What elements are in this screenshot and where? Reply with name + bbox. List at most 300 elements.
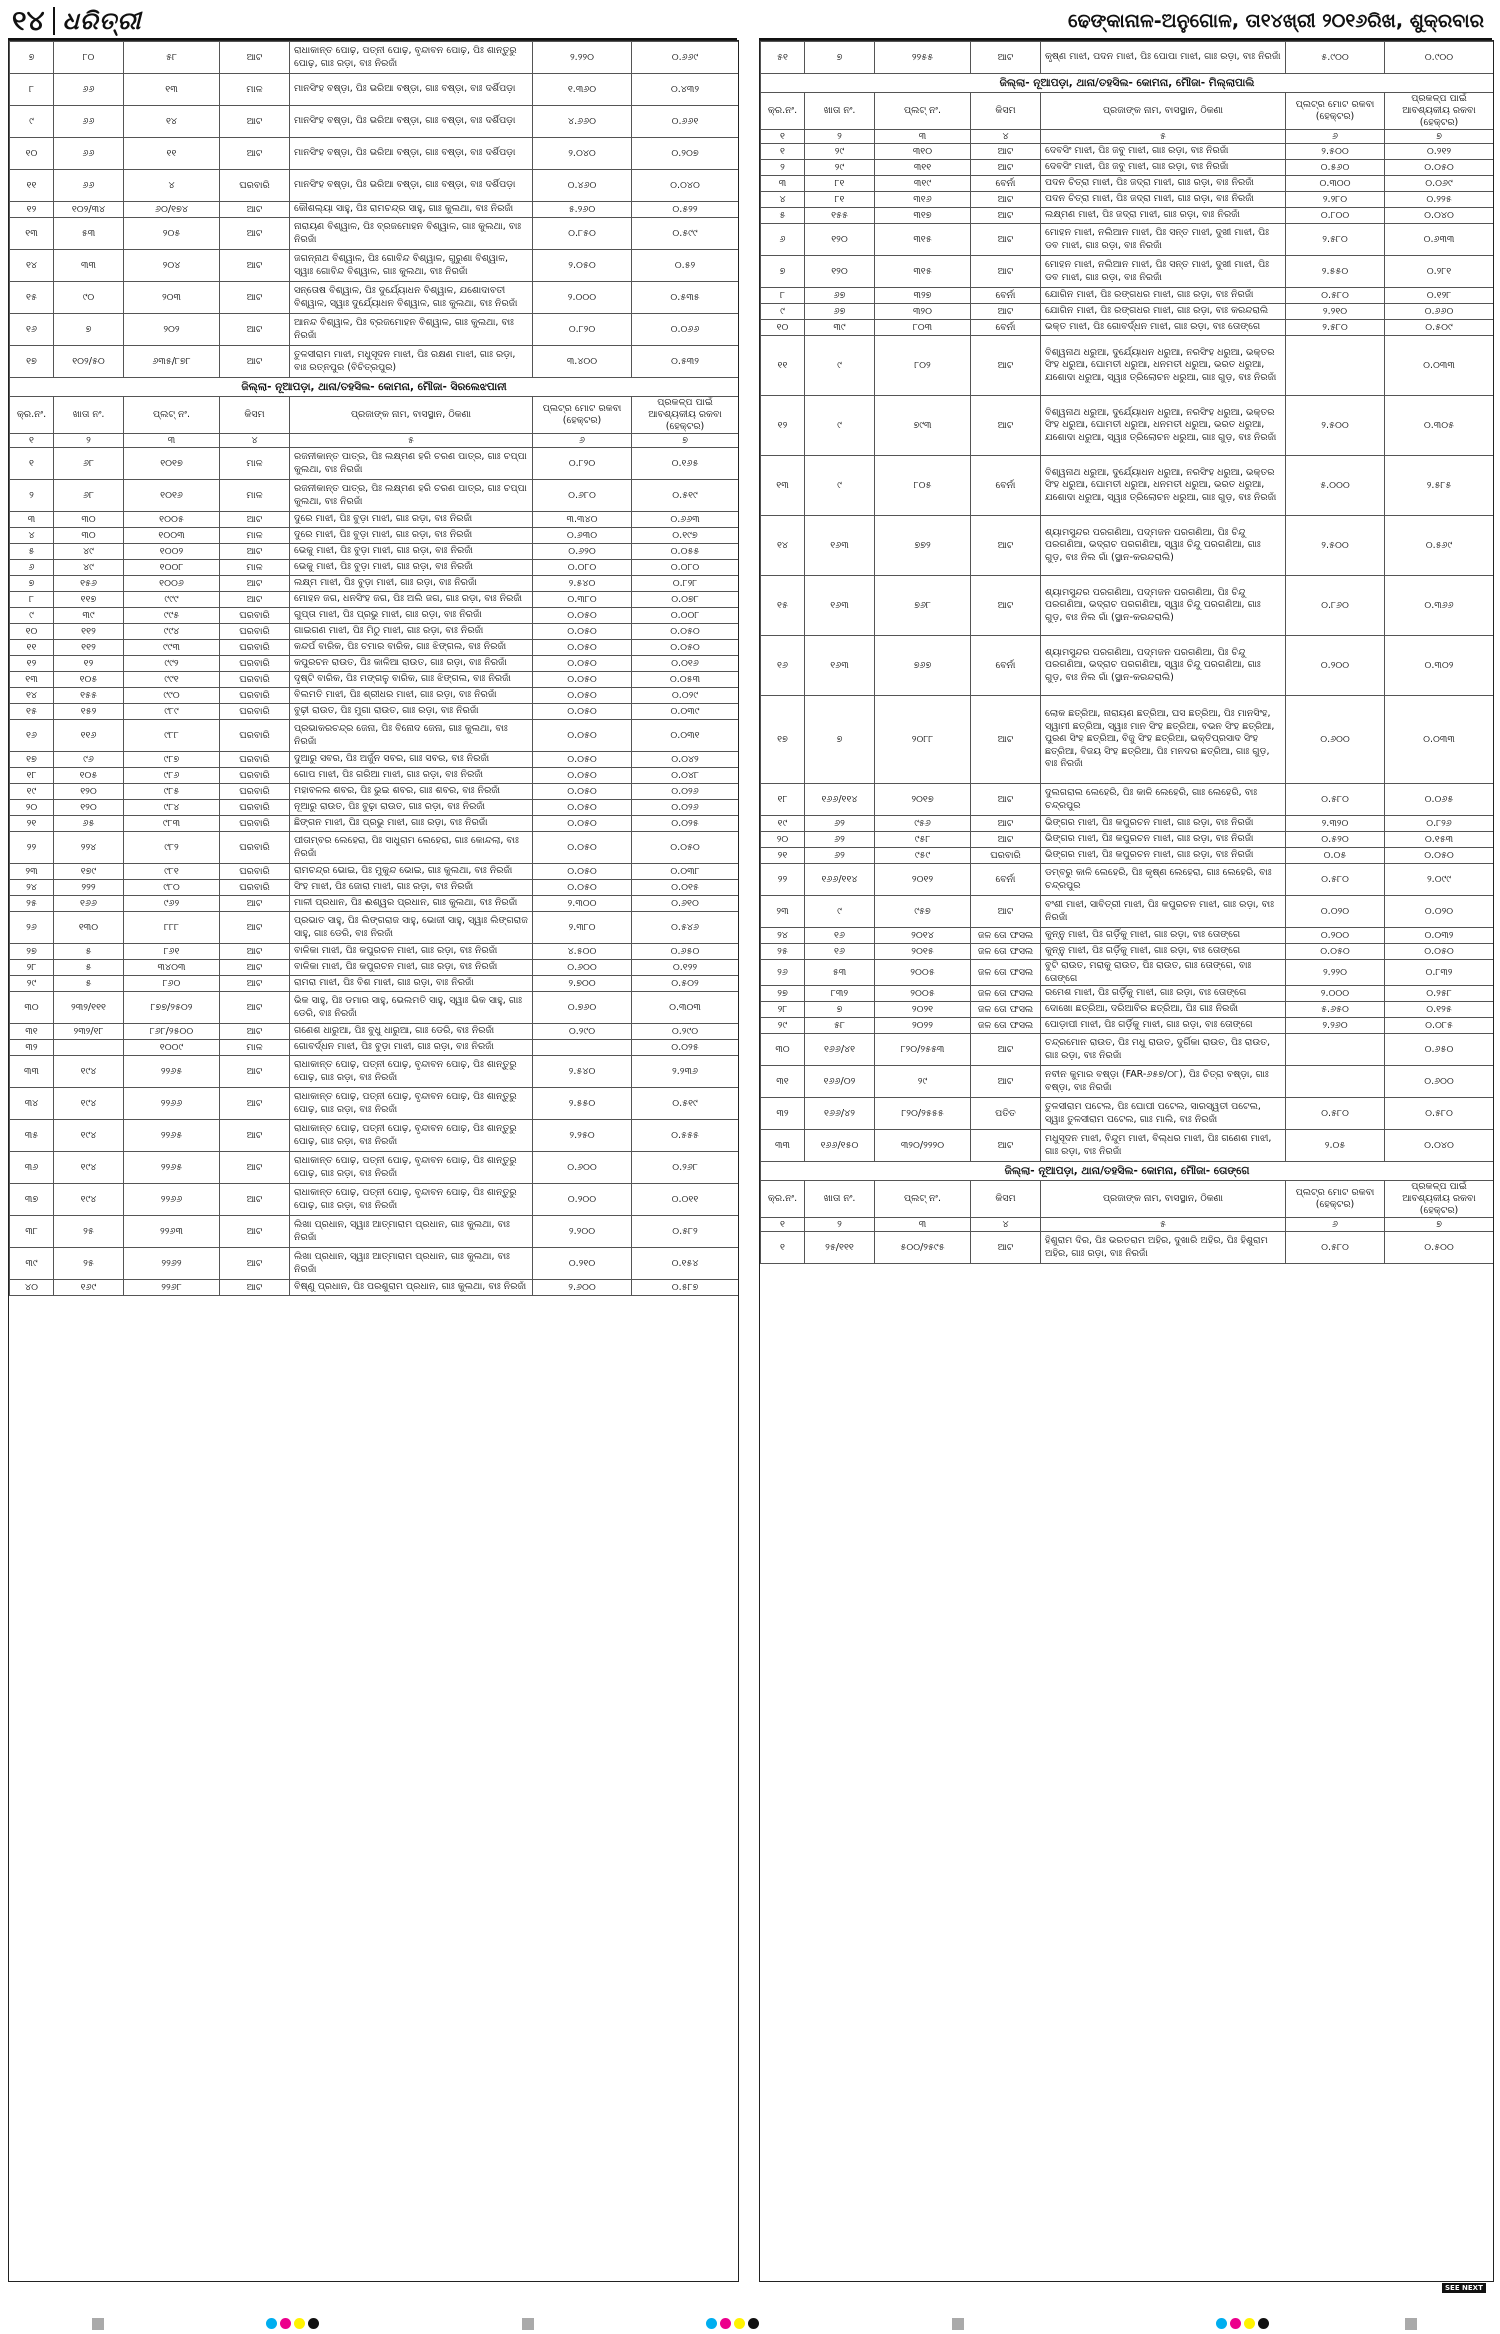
table-row [761, 42, 1494, 74]
serial-cell: ୨୯ [10, 976, 54, 992]
total-area-cell: ୦.୭୬୦ [533, 992, 632, 1024]
required-area-cell: ୦.୯୦୦ [1385, 42, 1494, 74]
plot-cell: ୧୦୦୬ [124, 576, 220, 592]
table-row [10, 448, 739, 480]
serial-cell: ୧୩ [761, 456, 805, 516]
kisam-cell: ପତିତ [971, 1098, 1041, 1130]
total-area-cell: ୦.୦୫୦ [533, 608, 632, 624]
owner-cell: ସିଂହ ମାଝୀ, ପିଃ ଜୋରା ମାଝୀ, ଗାଃ ରଡ଼ା, ବାଃ ନିରଜାଁ [290, 880, 533, 896]
plot-cell: ୩୨୭ [875, 288, 971, 304]
khata-cell [54, 1040, 124, 1056]
column-header: ପ୍ରଜାଙ୍କ ନାମ, ବାସସ୍ଥାନ, ଠିକଣା [1041, 1181, 1286, 1218]
total-area-cell: ୫.୯୦୦ [1286, 42, 1385, 74]
owner-cell: ଶ୍ୟାମସୁନ୍ଦର ପରଗଣିଆ, ପଦ୍ମଜନ ପରଗଣିଆ, ପିଃ ଚିନ୍ଦୁ ପରଗଣିଆ, ଭଦ୍ରାଚ ପରଗଣିଆ, ସ୍ୱାଃ ଚିନ୍ଦୁ ପରଗଣିଆ, ଗାଃ ଗୁଡ଼, ବାଃ ନିଲ ଗାଁ (ସ୍ଥାନ-କରନ୍ଦରାଲି) [1041, 576, 1286, 636]
kisam-cell: ଆଟ [220, 1088, 290, 1120]
total-area-cell: ୦.୦୫୦ [533, 800, 632, 816]
plot-cell: ୯୮୧ [124, 864, 220, 880]
total-area-cell: ୦.୨୦୦ [1286, 928, 1385, 944]
serial-cell: ୨୪ [761, 928, 805, 944]
table-row [10, 1248, 739, 1280]
table-row [761, 960, 1494, 986]
required-area-cell: ୦.୫୮୭ [632, 1280, 739, 1296]
total-area-cell: ୪.୬୬୦ [533, 106, 632, 138]
total-area-cell: ୦.୦୫୦ [533, 624, 632, 640]
total-area-cell [1286, 1066, 1385, 1098]
total-area-cell: ୦.୦୫୦ [533, 864, 632, 880]
kisam-cell: ଆଟ [220, 250, 290, 282]
total-area-cell: ୦.୦୫୦ [533, 752, 632, 768]
required-area-cell: ୦.୩୦୩ [632, 992, 739, 1024]
plot-cell: ୯୯୦ [124, 688, 220, 704]
table-row [10, 800, 739, 816]
serial-cell: ୫ [761, 208, 805, 224]
plot-cell: ୯୮୯ [124, 704, 220, 720]
required-area-cell: ୦.୫୦୦ [1385, 1232, 1494, 1264]
plot-cell: ୯୯୪ [124, 624, 220, 640]
owner-cell: ଦୁଲଗରାଲ ଲେହେରି, ପିଃ କାଳି ଲେହେରି, ଗାଃ ଲେହେରି, ବାଃ ଚନ୍ଦ୍ରପୁର [1041, 784, 1286, 816]
required-area-cell: ୦.୦୫୦ [1385, 944, 1494, 960]
owner-cell: ରାଧାକାନ୍ତ ପୋଢ଼, ପତ୍ନୀ ପୋଢ଼, ବୃନ୍ଦାବନ ପୋଢ଼, ପିଃ ଶାନ୍ତୁରୁ ପୋଢ଼, ଗାଃ ରଡ଼ା, ବାଃ ନିରଜାଁ [290, 42, 533, 74]
table-row [761, 288, 1494, 304]
plot-cell: ୧୦୦୫ [124, 512, 220, 528]
required-area-cell: ୦.୫୨ [632, 250, 739, 282]
serial-cell: ୧୦ [10, 624, 54, 640]
required-area-cell: ୦.୦୬୬ [632, 314, 739, 346]
required-area-cell: ୦.୦୭୮ [632, 592, 739, 608]
table-row [10, 976, 739, 992]
total-area-cell: ୦.୨୧୦ [533, 1248, 632, 1280]
owner-cell: ପଦନ ଚିତ୍ରା ମାଝୀ, ପିଃ ଜଦ୍ରା ମାଝୀ, ଗାଃ ରଡ଼ା, ବାଃ ନିରଜାଁ [1041, 192, 1286, 208]
required-area-cell: ୦.୦୧୧ [632, 1184, 739, 1216]
kisam-cell: ଆଟ [220, 976, 290, 992]
right-table [760, 41, 1494, 1264]
serial-cell: ୮ [10, 74, 54, 106]
serial-cell: ୧୪ [761, 516, 805, 576]
required-area-cell: ୦.୬୬୦ [1385, 304, 1494, 320]
owner-cell: ଭିଙ୍ଗର ମାଝୀ, ପିଃ କପୁରଚନ ମାଝୀ, ଗାଃ ରଡ଼ା, ବାଃ ନିରଜାଁ [1041, 816, 1286, 832]
kisam-cell: ଆଟ [220, 202, 290, 218]
total-area-cell: ୨.୨୦୦ [533, 1216, 632, 1248]
kisam-cell: ଆଟ [220, 42, 290, 74]
khata-cell: ୫୮ [805, 1018, 875, 1034]
plot-cell: ୧୦୦୨ [124, 544, 220, 560]
plot-cell: ୧୦୦୯ [124, 1040, 220, 1056]
kisam-cell: ଘରବାରି [220, 688, 290, 704]
plot-cell: ୮୭୭/୨୫୦୨ [124, 992, 220, 1024]
kisam-cell: ଆଟ [971, 1232, 1041, 1264]
serial-cell: ୧୫ [10, 704, 54, 720]
required-area-cell: ୦.୨୨୫ [1385, 192, 1494, 208]
left-column [8, 40, 739, 2282]
color-registration-marks [706, 2318, 759, 2329]
kisam-cell: ଆଟ [220, 1056, 290, 1088]
kisam-cell: ଜଳ ତୋ ଫସଲ [971, 986, 1041, 1002]
owner-cell: ଯୋଗିନ ମାଝୀ, ପିଃ ରଙ୍ଗଧର ମାଝୀ, ଗାଃ ରଡ଼ା, ବାଃ କରନ୍ଦରାଲି [1041, 304, 1286, 320]
plot-cell: ୮୬୮/୨୫୦୦ [124, 1024, 220, 1040]
table-row [10, 816, 739, 832]
kisam-cell: ଘରବାରି [220, 672, 290, 688]
kisam-cell: ଘରବାରି [220, 832, 290, 864]
table-row [761, 832, 1494, 848]
total-area-cell: ୦.୬୩୦ [533, 528, 632, 544]
owner-cell: ପ୍ରଭାକରଚନ୍ଦ୍ର ଜେନା, ପିଃ ବିନୋଦ ଜେନା, ଗାଃ କୁଲଥା, ବାଃ ନିରଜାଁ [290, 720, 533, 752]
required-area-cell: ୦.୦୨୯ [632, 688, 739, 704]
khata-cell: ୬୬ [54, 170, 124, 202]
total-area-cell: ୦.୬୮୦ [533, 480, 632, 512]
total-area-cell: ୦.୨୦୦ [1286, 636, 1385, 696]
serial-cell: ୧୫ [761, 576, 805, 636]
serial-cell: ୧୨ [10, 202, 54, 218]
column-index: ୬ [1286, 1218, 1385, 1232]
table-row [10, 1024, 739, 1040]
khata-cell: ୧୦୫ [54, 672, 124, 688]
required-area-cell: ୦.୦୧୫ [632, 880, 739, 896]
khata-cell: ୧୬୬/୧୧୪ [805, 784, 875, 816]
table-row [761, 208, 1494, 224]
plot-cell: ୯୮୫ [124, 784, 220, 800]
column-header: କିସମ [971, 93, 1041, 130]
column-index: ୩ [875, 130, 971, 144]
serial-cell: ୨୦ [10, 800, 54, 816]
khata-cell: ୬୨ [805, 816, 875, 832]
edition-date: ଢେଙ୍କାନାଳ-ଅନୁଗୋଳ, ତା୧୪ଖ୍ରୀ ୨୦୧୬ରିଖ, ଶୁକ୍ରବାର [1067, 10, 1484, 32]
table-row [761, 160, 1494, 176]
serial-cell: ୩୧ [761, 1066, 805, 1098]
serial-cell: ୧୮ [10, 768, 54, 784]
table-row [761, 1098, 1494, 1130]
serial-cell: ୨ [10, 480, 54, 512]
required-area-cell: ୦.୦୪୮ [632, 768, 739, 784]
required-area-cell: ୦.୫୨୨ [632, 202, 739, 218]
serial-cell: ୩୨ [10, 1040, 54, 1056]
owner-cell: ଗୋପ ମାଝୀ, ପିଃ ଗରିଆ ମାଝୀ, ଗାଃ ରଡ଼ା, ବାଃ ନିରଜାଁ [290, 768, 533, 784]
total-area-cell: ୦.୬୦୦ [1286, 696, 1385, 784]
total-area-cell: ୨.୨୬୦ [1286, 1018, 1385, 1034]
plot-cell: ୩୧୬ [875, 192, 971, 208]
total-area-cell: ୦.୦୨୦ [1286, 896, 1385, 928]
owner-cell: ଶ୍ୟାମସୁନ୍ଦର ପରଗଣିଆ, ପଦ୍ମଜନ ପରଗଣିଆ, ପିଃ ଚିନ୍ଦୁ ପରଗଣିଆ, ଭଦ୍ରାଚ ପରଗଣିଆ, ସ୍ୱାଃ ଚିନ୍ଦୁ ପରଗଣିଆ, ଗାଃ ଗୁଡ଼, ବାଃ ନିଲ ଗାଁ (ସ୍ଥାନ-କରନ୍ଦରାଲି) [1041, 636, 1286, 696]
khata-cell: ୧୫୫ [805, 208, 875, 224]
required-area-cell: ୦.୦୫୩ [632, 672, 739, 688]
owner-cell: କୁନ୍ନୁ ମାଝୀ, ପିଃ ଗର୍ଡ଼ିକୁ ମାଝୀ, ଗାଃ ରଡ଼ା, ବାଃ ତୋଙ୍ଗେ [1041, 928, 1286, 944]
table-row [10, 1280, 739, 1296]
serial-cell: ୧୩ [10, 218, 54, 250]
kisam-cell: ଆଟ [220, 912, 290, 944]
khata-cell: ୧୬୬/୦୨ [805, 1066, 875, 1098]
khata-cell: ୨୫ [54, 1248, 124, 1280]
owner-cell: ଭିକ ସାହୁ, ପିଃ ଡମାର ସାହୁ, ଭେଲମତି ସାହୁ, ସ୍ୱାଃ ଭିକ ସାହୁ, ଗାଃ ଡେରି, ବାଃ ନିରଜାଁ [290, 992, 533, 1024]
table-row [761, 928, 1494, 944]
plot-cell: ୭୬୭ [875, 636, 971, 696]
owner-cell: ମୋହନ ଜଗ, ଧନସିଂହ ଜଗ, ପିଃ ଅଲି ଜଗ, ଗାଃ ରଡ଼ା, ବାଃ ନିରଜାଁ [290, 592, 533, 608]
khata-cell: ୭ [805, 1002, 875, 1018]
khata-cell: ୧୩୦ [54, 912, 124, 944]
newspaper-logo: ଧରିତ୍ରୀ [62, 7, 142, 35]
required-area-cell: ୦.୫୮୦ [1385, 1098, 1494, 1130]
required-area-cell: ୦.୧୨୫ [1385, 1002, 1494, 1018]
kisam-cell: ଆଟ [971, 696, 1041, 784]
table-row [10, 624, 739, 640]
kisam-cell: ଆଟ [971, 224, 1041, 256]
total-area-cell: ୦.୮୦୦ [1286, 208, 1385, 224]
kisam-cell: ଆଟ [971, 1066, 1041, 1098]
owner-cell: ଆନନ୍ଦ ବିଶ୍ୱାଳ, ପିଃ ବ୍ରଜମୋହନ ବିଶ୍ୱାଳ, ଗାଃ କୁଲଥା, ବାଃ ନିରଜାଁ [290, 314, 533, 346]
khata-cell: ୧୨୦ [805, 224, 875, 256]
plot-cell: ୯୯୧ [124, 672, 220, 688]
total-area-cell: ୦.୦୫୦ [533, 768, 632, 784]
owner-cell: ମୋହନ ମାଝୀ, ନଲିଆନ ମାଝୀ, ପିଃ ସନ୍ତ ମାଝୀ, ଦୁଖୀ ମାଝୀ, ପିଃ ଡବ ମାଝୀ, ଗାଃ ରଡ଼ା, ବାଃ ନିରଜାଁ [1041, 224, 1286, 256]
column-index: ୧ [761, 130, 805, 144]
total-area-cell: ୦.୮୨୦ [533, 314, 632, 346]
table-row [10, 1152, 739, 1184]
plot-cell: ୯୫୮ [875, 832, 971, 848]
total-area-cell: ୦.୮୬୦ [1286, 576, 1385, 636]
kisam-cell: ଆଟ [971, 832, 1041, 848]
plot-cell: ୯୮୮ [124, 720, 220, 752]
total-area-cell [533, 1040, 632, 1056]
required-area-cell: ୦.୫୫୫ [632, 1120, 739, 1152]
kisam-cell: ଆଟ [971, 256, 1041, 288]
required-area-cell: ୦.୦୨୦ [1385, 896, 1494, 928]
required-area-cell: ୦.୬୬୩ [632, 512, 739, 528]
khata-cell: ୮୦ [54, 42, 124, 74]
serial-cell: ୧୪ [10, 250, 54, 282]
section-title-row [761, 1162, 1494, 1181]
required-area-cell: ୦.୬୧୦ [632, 896, 739, 912]
khata-cell: ୧୨୦ [54, 800, 124, 816]
column-index-row [10, 434, 739, 448]
required-area-cell: ୦.୪୩୨ [632, 74, 739, 106]
khata-cell: ୬୭ [805, 288, 875, 304]
owner-cell: ଭେକୁ ମାଝୀ, ପିଃ ବୁଡ଼ା ମାଝୀ, ଗାଃ ରଡ଼ା, ବାଃ ନିରଜାଁ [290, 544, 533, 560]
kisam-cell: ବେର୍ନା [971, 288, 1041, 304]
owner-cell: ତୁଳସୀରାମ ମାଝୀ, ମଧୁସୂଦନ ମାଝୀ, ପିଃ ରକ୍ଷଣ ମାଝୀ, ଗାଃ ରଡ଼ା, ବାଃ ରତ୍ନପୁର (ବିଚିତ୍ରପୁର) [290, 346, 533, 378]
khata-cell: ୧୬୬/୧୫୦ [805, 1130, 875, 1162]
table-row [10, 960, 739, 976]
kisam-cell: ଆଟ [971, 784, 1041, 816]
plot-cell: ୨୨୬୩ [124, 1216, 220, 1248]
khata-cell: ୯ [805, 336, 875, 396]
plot-cell: ୨୦୫ [124, 218, 220, 250]
owner-cell: ରାଧାକାନ୍ତ ପୋଢ଼, ପତ୍ନୀ ପୋଢ଼, ବୃନ୍ଦାବନ ପୋଢ଼, ପିଃ ଶାନ୍ତୁରୁ ପୋଢ଼, ଗାଃ ରଡ଼ା, ବାଃ ନିରଜାଁ [290, 1152, 533, 1184]
khata-cell: ୧୨୦ [54, 784, 124, 800]
kisam-cell: ଆଟ [220, 314, 290, 346]
owner-cell: ଦୋଖୋ ଛତ୍ରିଆ, ଦରିଆବିର ଛତ୍ରିଆ, ପିଃ ଗାଃ ନିରଜାଁ [1041, 1002, 1286, 1018]
section-title: ଜିଲ୍ଲା- ନୂଆପଡ଼ା, ଥାନା/ତହସିଲ- କୋମନା, ମୌଜା- ମିଲ୍ଲାପାଲି [761, 74, 1494, 93]
serial-cell: ୧୧ [761, 336, 805, 396]
kisam-cell: ଘରବାରି [220, 704, 290, 720]
plot-cell: ୨୦୧୭ [875, 784, 971, 816]
serial-cell: ୧୮ [761, 784, 805, 816]
kisam-cell: ମାଳ [220, 480, 290, 512]
plot-cell: ୩୧୫ [875, 256, 971, 288]
table-row [10, 944, 739, 960]
total-area-cell: ୦.୦୫ [1286, 848, 1385, 864]
serial-cell: ୬ [10, 560, 54, 576]
khata-cell: ୬୬ [54, 74, 124, 106]
table-row [761, 144, 1494, 160]
table-row [761, 576, 1494, 636]
total-area-cell: ୦.୫୮୦ [1286, 1232, 1385, 1264]
owner-cell: ଗଣେଶ ଧାରୁଆ, ପିଃ ବୁଧୁ ଧାରୁଆ, ଗାଃ ଡେରି, ବାଃ ନିରଜାଁ [290, 1024, 533, 1040]
khata-cell: ୧୯୪ [54, 1056, 124, 1088]
owner-cell: ହିଶୁରାମ ଦିର, ପିଃ ଭରତରାମ ଅହିର, ଦୁଖାରି ଅହିର, ପିଃ ହିଶୁରାମ ଅହିର, ଗାଃ ରଡ଼ା, ବାଃ ନିରଜାଁ [1041, 1232, 1286, 1264]
table-row [10, 1184, 739, 1216]
owner-cell: ମୋହନ ମାଝୀ, ନଲିଆନ ମାଝୀ, ପିଃ ସନ୍ତ ମାଝୀ, ଦୁଖୀ ମାଝୀ, ପିଃ ଡବ ମାଝୀ, ଗାଃ ରଡ଼ା, ବାଃ ନିରଜାଁ [1041, 256, 1286, 288]
total-area-cell: ୦.୬୦୦ [533, 960, 632, 976]
khata-cell: ୩୦ [54, 528, 124, 544]
serial-cell: ୧ [761, 1232, 805, 1264]
table-row [761, 456, 1494, 516]
owner-cell: ଗାଇଗଣ ମାଝୀ, ପିଃ ମିଠୁ ମାଝୀ, ଗାଃ ରଡ଼ା, ବାଃ ନିରଜାଁ [290, 624, 533, 640]
khata-cell: ୭ [54, 314, 124, 346]
owner-cell: ପ୍ରଭାତ ସାହୁ, ପିଃ ଲିଙ୍ଗରାଜ ସାହୁ, ଭୋଜୀ ସାହୁ, ସ୍ୱାଃ ଲିଙ୍ଗରାଜ ସାହୁ, ଗାଃ ଡେରି, ବାଃ ନିରଜାଁ [290, 912, 533, 944]
table-row [10, 202, 739, 218]
table-row [10, 512, 739, 528]
khata-cell: ୧୧୨ [54, 640, 124, 656]
owner-cell: ବିଷ୍ଣୁ ପ୍ରଧାନ, ପିଃ ପରଶୁରାମ ପ୍ରଧାନ, ଗାଃ କୁଲଥା, ବାଃ ନିରଜାଁ [290, 1280, 533, 1296]
khata-cell: ୬୨ [805, 832, 875, 848]
total-area-cell: ୨.୨୧୦ [1286, 304, 1385, 320]
table-row [761, 986, 1494, 1002]
serial-cell: ୩ [761, 176, 805, 192]
serial-cell: ୯ [10, 106, 54, 138]
column-index: ୨ [805, 1218, 875, 1232]
khata-cell: ୩୯ [805, 320, 875, 336]
serial-cell: ୩ [10, 512, 54, 528]
kisam-cell: ଆଟ [220, 346, 290, 378]
serial-cell: ୨୩ [10, 864, 54, 880]
kisam-cell: ଘରବାରି [220, 624, 290, 640]
column-index: ୧ [761, 1218, 805, 1232]
khata-cell: ୧୫୨ [54, 704, 124, 720]
serial-cell: ୬ [761, 224, 805, 256]
total-area-cell [1286, 336, 1385, 396]
owner-cell: ଦୁରେ ମାଝୀ, ପିଃ ବୁଡ଼ା ମାଝୀ, ଗାଃ ରଡ଼ା, ବାଃ ନିରଜାଁ [290, 512, 533, 528]
section-title-row [10, 378, 739, 397]
serial-cell: ୮ [10, 592, 54, 608]
plot-cell: ୨୦୧୫ [875, 944, 971, 960]
total-area-cell: ୦.୦୫୦ [533, 688, 632, 704]
registration-block [522, 2318, 534, 2330]
kisam-cell: ଘରବାରି [220, 800, 290, 816]
owner-cell: ଛିଙ୍ଗନ ମାଝୀ, ପିଃ ପ୍ରଭୁ ମାଝୀ, ଗାଃ ରଡ଼ା, ବାଃ ନିରଜାଁ [290, 816, 533, 832]
kisam-cell: ଆଟ [220, 960, 290, 976]
khata-cell: ୫ [54, 944, 124, 960]
owner-cell: ବିଲମତି ମାଝୀ, ପିଃ ଶ୍ରୀଧର ମାଝୀ, ଗାଃ ରଡ଼ା, ବାଃ ନିରଜାଁ [290, 688, 533, 704]
kisam-cell: ଆଟ [971, 576, 1041, 636]
total-area-cell: ୨.୫୪୦ [533, 1056, 632, 1088]
owner-cell: ଭେକୁ ମାଝୀ, ପିଃ ବୁଡ଼ା ମାଝୀ, ଗାଃ ରଡ଼ା, ବାଃ ନିରଜାଁ [290, 560, 533, 576]
required-area-cell: ୦.୦୪୦ [1385, 208, 1494, 224]
plot-cell: ୯୬୨ [124, 896, 220, 912]
table-row [10, 106, 739, 138]
table-row [10, 218, 739, 250]
required-area-cell: ୦.୫୬୯ [1385, 516, 1494, 576]
required-area-cell: ୦.୦୮୦ [632, 560, 739, 576]
column-header: କ୍ର.ନଂ. [761, 93, 805, 130]
total-area-cell: ୨.୦୦୦ [533, 282, 632, 314]
plot-cell: ୯୮୪ [124, 800, 220, 816]
table-row [10, 880, 739, 896]
table-row [761, 864, 1494, 896]
table-row [761, 1066, 1494, 1098]
total-area-cell: ୨.୩୦୦ [533, 896, 632, 912]
plot-cell: ୯୮୨ [124, 832, 220, 864]
column-header: ପ୍ରଜାଙ୍କ ନାମ, ବାସସ୍ଥାନ, ଠିକଣା [290, 397, 533, 434]
kisam-cell: ଆଟ [971, 1130, 1041, 1162]
plot-cell: ୧୦୦୩ [124, 528, 220, 544]
khata-cell: ୧୬୩ [805, 636, 875, 696]
kisam-cell: ଆଟ [971, 208, 1041, 224]
khata-cell: ୧୬୩ [805, 576, 875, 636]
required-area-cell: ୦.୧୬୫ [632, 448, 739, 480]
owner-cell: ଲକ୍ଷ୍ମଣ ମାଝୀ, ପିଃ ଜଦ୍ରା ମାଝୀ, ଗାଃ ରଡ଼ା, ବାଃ ନିରଜାଁ [1041, 208, 1286, 224]
plot-cell: ୨୨୬୫ [124, 1120, 220, 1152]
total-area-cell: ୨.୫୪୦ [533, 576, 632, 592]
column-index-row [761, 130, 1494, 144]
plot-cell: ୨୨୬୨ [124, 1248, 220, 1280]
owner-cell: ମହାବଳଲ ଶବର, ପିଃ ଭୁଇ ଶବର, ଗାଃ ଶବର, ବାଃ ନିରଜାଁ [290, 784, 533, 800]
khata-cell: ୩୦ [54, 512, 124, 528]
khata-cell: ୫୩ [805, 960, 875, 986]
table-row [761, 848, 1494, 864]
required-area-cell: ୦.୫୩୫ [632, 282, 739, 314]
kisam-cell: ଆଟ [971, 896, 1041, 928]
owner-cell: ରମେଶ ମାଝୀ, ପିଃ ଗର୍ଡ଼ିକୁ ମାଝୀ, ଗାଃ ରଡ଼ା, ବାଃ ତୋଙ୍ଗେ [1041, 986, 1286, 1002]
serial-cell: ୧୭ [10, 346, 54, 378]
table-row [10, 528, 739, 544]
kisam-cell: ଘରବାରି [220, 170, 290, 202]
plot-cell: ୯୮୦ [124, 880, 220, 896]
kisam-cell: ଜଳ ତୋ ଫସଲ [971, 960, 1041, 986]
kisam-cell: ମାଳ [220, 528, 290, 544]
required-area-cell: ୦.୦୫୦ [1385, 848, 1494, 864]
plot-cell: ୧୦୧୬ [124, 480, 220, 512]
table-row [10, 346, 739, 378]
total-area-cell: ୫.୨୬୦ [533, 202, 632, 218]
total-area-cell: ୦.୦୫୦ [1286, 944, 1385, 960]
owner-cell: ରାଧାକାନ୍ତ ପୋଢ଼, ପତ୍ନୀ ପୋଢ଼, ବୃନ୍ଦାବନ ପୋଢ଼, ପିଃ ଶାନ୍ତୁରୁ ପୋଢ଼, ଗାଃ ରଡ଼ା, ବାଃ ନିରଜାଁ [290, 1120, 533, 1152]
serial-cell: ୨୩ [761, 896, 805, 928]
column-header: କିସମ [971, 1181, 1041, 1218]
owner-cell: କୃଷ୍ଣ ମାଝୀ, ପଦନ ମାଝୀ, ପିଃ ପୋପା ମାଝୀ, ଗାଃ ରଡ଼ା, ବାଃ ନିରଜାଁ [1041, 42, 1286, 74]
plot-cell: ୨୨୬୫ [124, 1056, 220, 1088]
owner-cell: ରାଧାକାନ୍ତ ପୋଢ଼, ପତ୍ନୀ ପୋଢ଼, ବୃନ୍ଦାବନ ପୋଢ଼, ପିଃ ଶାନ୍ତୁରୁ ପୋଢ଼, ଗାଃ ରଡ଼ା, ବାଃ ନିରଜାଁ [290, 1088, 533, 1120]
required-area-cell: ୦.୦୩୧ [632, 720, 739, 752]
owner-cell: ବିଶ୍ୱନାଥ ଧରୁଆ, ଦୁର୍ଯ୍ୟୋଧନ ଧରୁଆ, ନରସିଂହ ଧରୁଆ, ଭକ୍ତର ସିଂହ ଧରୁଆ, ଘୋମତୀ ଧରୁଆ, ଧନମତୀ ଧରୁଆ, ଭରତ ଧରୁଆ, ଯଶୋଦା ଧରୁଆ, ସ୍ୱାଃ ତ୍ରିଲୋଚନ ଧରୁଆ, ଗାଃ ଗୁଡ଼, ବାଃ ନିରଜାଁ [1041, 336, 1286, 396]
owner-cell: ଶ୍ୟାମସୁନ୍ଦର ପରଗଣିଆ, ପଦ୍ମଜନ ପରଗଣିଆ, ପିଃ ଚିନ୍ଦୁ ପରଗଣିଆ, ଭଦ୍ରାଚ ପରଗଣିଆ, ସ୍ୱାଃ ଚିନ୍ଦୁ ପରଗଣିଆ, ଗାଃ ଗୁଡ଼, ବାଃ ନିଲ ଗାଁ (ସ୍ଥାନ-କରନ୍ଦରାଲି) [1041, 516, 1286, 576]
owner-cell: ଯୋଗିନ ମାଝୀ, ପିଃ ରଙ୍ଗଧର ମାଝୀ, ଗାଃ ରଡ଼ା, ବାଃ ନିରଜାଁ [1041, 288, 1286, 304]
owner-cell: ଦୁଆରୁ ସବର, ପିଃ ଅର୍ଜୁନ ସବର, ଗାଃ ସବର, ବାଃ ନିରଜାଁ [290, 752, 533, 768]
kisam-cell: ଘରବାରି [220, 816, 290, 832]
khata-cell: ୧୦୨/୩୪ [54, 202, 124, 218]
required-area-cell: ୦.୫୮୨ [632, 1216, 739, 1248]
plot-cell: ୮୨୦/୨୫୫୫ [875, 1098, 971, 1130]
column-header: ପ୍ରକଳ୍ପ ପାଇଁ ଆବଶ୍ୟକୀୟ ରକବା (ହେକ୍ଟର) [1385, 93, 1494, 130]
serial-cell: ୨୯ [761, 1018, 805, 1034]
owner-cell: ଚନ୍ଦ୍ରମୋନ ରାଉତ, ପିଃ ମଧୁ ରାଉତ, ଦୁର୍ଗିକା ରାଉତ, ପିଃ ରାଉତ, ଗାଃ ରଡ଼ା, ବାଃ ନିରଜାଁ [1041, 1034, 1286, 1066]
column-index: ୬ [1286, 130, 1385, 144]
table-row [10, 864, 739, 880]
plot-cell: ୯୫୬ [875, 816, 971, 832]
table-row [10, 992, 739, 1024]
table-row [10, 752, 739, 768]
table-row [10, 656, 739, 672]
kisam-cell: ଘରବାରି [220, 864, 290, 880]
owner-cell: ଦୁରେ ମାଝୀ, ପିଃ ବୁଡ଼ା ମାଝୀ, ଗାଃ ରଡ଼ା, ବାଃ ନିରଜାଁ [290, 528, 533, 544]
table-row [10, 282, 739, 314]
